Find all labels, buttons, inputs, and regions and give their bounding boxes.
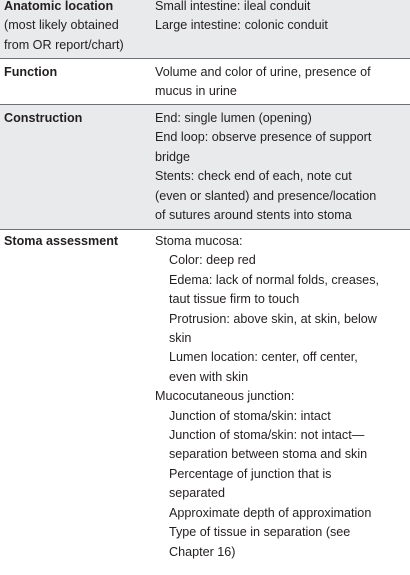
row-text: Approximate depth of approximation	[169, 505, 372, 520]
row-text: Stents: check end of each, note cut	[155, 169, 352, 184]
table-row-construction	[0, 105, 410, 229]
row-heading: Stoma assessment	[4, 234, 119, 248]
row-text: of sutures around stents into stoma	[155, 208, 352, 223]
row-heading: Function	[4, 65, 58, 79]
row-label-cell	[4, 63, 152, 82]
row-text: End: single lumen (opening)	[155, 111, 312, 125]
row-text: Percentage of junction that is	[169, 466, 332, 481]
row-text: separation between stoma and skin	[169, 447, 368, 462]
row-heading: Anatomic location	[4, 0, 114, 13]
table-row-function	[0, 59, 410, 104]
row-text: End loop: observe presence of support	[155, 130, 372, 145]
row-value-cell	[155, 0, 407, 36]
row-label-cell	[4, 109, 152, 128]
row-value-cell	[155, 109, 407, 225]
table-row-anatomic-location	[0, 0, 410, 58]
row-text: bridge	[155, 149, 191, 164]
row-text: Lumen location: center, off center,	[169, 350, 358, 365]
row-text: even with skin	[169, 369, 249, 384]
row-text: Small intestine: ileal conduit	[155, 0, 311, 13]
table-row-stoma-assessment	[0, 230, 410, 575]
row-value-cell	[155, 232, 407, 562]
row-label-cell	[4, 0, 152, 55]
row-text: separated	[169, 486, 226, 501]
row-text: (even or slanted) and presence/location	[155, 188, 377, 203]
row-text: Type of tissue in separation (see	[169, 525, 351, 540]
row-heading: Construction	[4, 111, 83, 125]
row-text: Chapter 16)	[169, 544, 236, 559]
row-subheading: (most likely obtained	[4, 18, 119, 33]
row-text: Mucocutaneous junction:	[155, 389, 295, 404]
row-text: skin	[169, 331, 192, 346]
row-text: Protrusion: above skin, at skin, below	[169, 311, 377, 326]
row-text: Color: deep red	[169, 253, 256, 268]
row-value-cell	[155, 63, 407, 102]
row-text: Large intestine: colonic conduit	[155, 18, 328, 33]
row-text: Edema: lack of normal folds, creases,	[169, 272, 379, 287]
row-text: taut tissue firm to touch	[169, 292, 300, 307]
row-text: Junction of stoma/skin: not intact—	[169, 428, 365, 443]
row-text: Junction of stoma/skin: intact	[169, 408, 331, 423]
row-text: mucus in urine	[155, 84, 237, 99]
row-text: Volume and color of urine, presence of	[155, 65, 371, 79]
row-label-cell	[4, 232, 152, 251]
row-subheading: from OR report/chart)	[4, 37, 124, 52]
row-text: Stoma mucosa:	[155, 234, 243, 248]
